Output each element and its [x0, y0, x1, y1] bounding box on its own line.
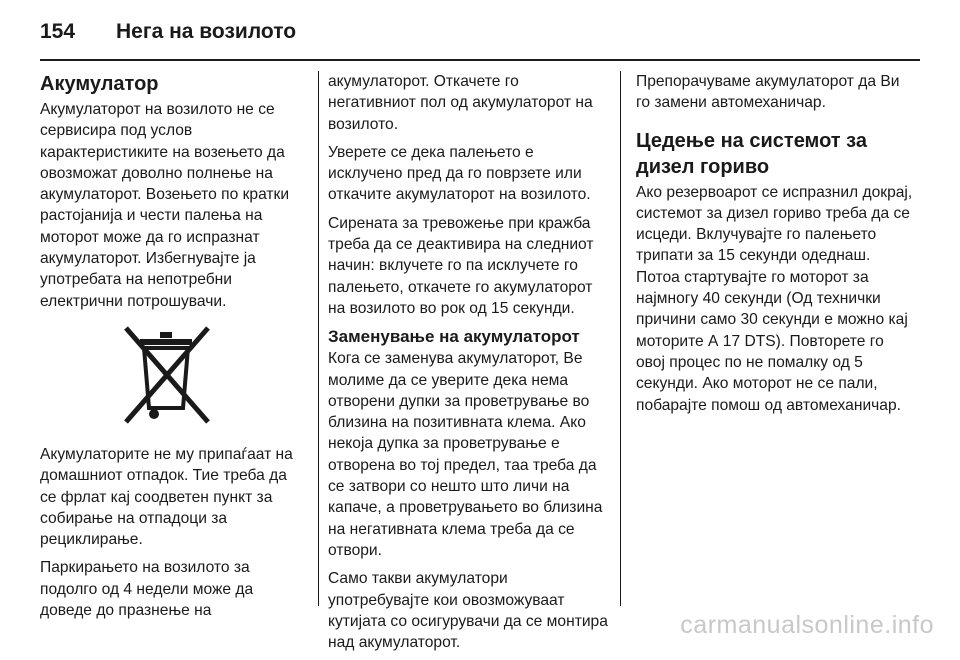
column-left	[40, 71, 302, 628]
paragraph: Уверете се дека палењето е исклучено пред да го поврзете или откачите акумулаторот на возилото.	[328, 143, 591, 204]
page-number: 154	[40, 20, 76, 43]
column-right	[636, 71, 916, 423]
column-middle	[328, 71, 608, 660]
subsection-heading-battery-replacement: Заменување на акумулаторот	[328, 327, 580, 347]
paragraph: Само такви акумулатори употребувајте кои овозможуваат кутијата со осигурувачи да се монтира над акумулаторот.	[328, 570, 608, 652]
section-heading-battery: Акумулатор	[40, 73, 159, 95]
column-divider	[620, 71, 621, 606]
paragraph: Акумулаторот на возилото не се сервисира под услов карактеристиките на возењето да овозможат доволно полнење на акумулаторот. Возењето по кратки растојанија и чести палења на моторот може да го испразнат акумулаторот. Избегнувајте ја употребата на непотребни електрични потрошувачи.	[40, 101, 290, 310]
paragraph: Кога се заменува акумулаторот, Ве молиме да се уверите дека нема отворени дупки за проветрување во близина на позитивната клема. Ако некоја дупка за проветрување е отворена во тој предел, таа треба да се затвори со нешто што личи на капаче, а проветрувањето во близина на негативната клема треба да се отвори.	[328, 350, 603, 559]
watermark: carmanualsonline.info	[680, 611, 934, 639]
header-rule	[40, 59, 920, 61]
paragraph: Паркирањето на возилото за подолго од 4 недели може да доведе до празнење на	[40, 559, 254, 620]
paragraph: Ако резервоарот се испразнил докрај, системот за дизел гориво треба да се исцеди. Вклучувајте го палењето трипати за 15 секунди одеднаш. Потоа стартувајте го моторот за најмногу 40 секунди (Од технички причини само 30 секунди е можно кај моторите А 17 DTS). Повторете го овој процес по не помалку од 5 секунди. Ако моторот не се пали, побарајте помош од автомеханичар.	[636, 183, 913, 414]
page-header	[40, 14, 296, 50]
paragraph: Сирената за тревожење при кражба треба да се деактивира на следниот начин: вклучете го па исклучете го палењето, откачете го акумулаторот на возилото во рок од 15 секунди.	[328, 214, 594, 317]
section-heading-diesel-bleeding: Цедење на системот за дизел гориво	[636, 129, 867, 178]
paragraph: Препорачуваме акумулаторот да Ви го замени автомеханичар.	[636, 73, 900, 112]
page-title: Нега на возилото	[116, 20, 297, 43]
paragraph: акумулаторот. Откачете го негативниот пол од акумулаторот на возилото.	[328, 73, 593, 133]
crossed-out-wheelie-bin-icon	[116, 322, 220, 426]
column-divider	[318, 71, 319, 606]
paragraph: Акумулаторите не му припаѓаат на домашниот отпадок. Тие треба да се фрлат кај соодветен пункт за собирање на отпадоци за рециклирање.	[40, 445, 293, 549]
